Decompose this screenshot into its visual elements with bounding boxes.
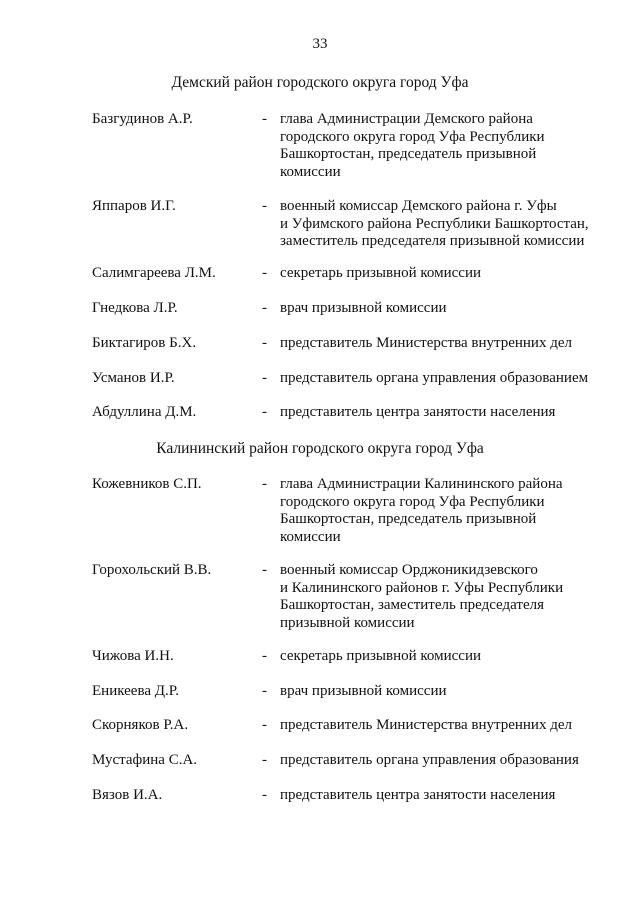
member-name: Кожевников С.П. [92,476,202,492]
member-name: Вязов И.А. [92,787,163,803]
entry-dash: - [262,562,267,578]
member-name: Мустафина С.А. [92,752,198,768]
entry-dash: - [262,370,267,386]
section-title: Демский район городского округа город Уфа [171,74,469,91]
member-name: Биктагиров Б.Х. [92,335,197,351]
member-name: Базгудинов А.Р. [92,111,193,127]
member-role: военный комиссар Орджоникидзевского и Калининского районов г. Уфы Республики Башкортостан, заместитель председателя призывной комиссии [280,562,564,631]
member-name: Горохольский В.В. [92,562,212,578]
member-name: Гнедкова Л.Р. [92,300,178,316]
member-role: представитель органа управления образования [280,752,579,768]
member-role: представитель органа управления образованием [280,370,589,386]
member-role: глава Администрации Демского района городского округа город Уфа Республики Башкортостан, председатель призывной комиссии [280,111,545,180]
member-name: Скорняков Р.А. [92,717,189,733]
entry-dash: - [262,476,267,492]
member-role: военный комиссар Демского района г. Уфы и Уфимского района Республики Башкортостан, заместитель председателя призывной комиссии [280,198,589,249]
entry-dash: - [262,404,267,420]
entry-dash: - [262,265,267,281]
entry-dash: - [262,111,267,127]
member-name: Салимгареева Л.М. [92,265,216,281]
entry-dash: - [262,198,267,214]
entry-dash: - [262,752,267,768]
member-role: глава Администрации Калининского района городского округа город Уфа Республики Башкортостан, председатель призывной комиссии [280,476,563,545]
member-name: Абдуллина Д.М. [92,404,197,420]
entry-dash: - [262,648,267,664]
member-role: врач призывной комиссии [280,300,447,316]
member-name: Яппаров И.Г. [92,198,176,214]
member-name: Еникеева Д.Р. [92,683,179,699]
member-role: секретарь призывной комиссии [280,265,482,281]
entry-dash: - [262,335,267,351]
page-number: 33 [312,36,328,52]
member-role: секретарь призывной комиссии [280,648,482,664]
member-role: представитель Министерства внутренних дел [280,335,572,351]
entry-dash: - [262,300,267,316]
member-role: представитель центра занятости населения [280,787,556,803]
section-title: Калининский район городского округа город Уфа [156,440,484,457]
member-name: Чижова И.Н. [92,648,174,664]
member-name: Усманов И.Р. [92,370,175,386]
member-role: представитель центра занятости населения [280,404,556,420]
member-role: врач призывной комиссии [280,683,447,699]
entry-dash: - [262,787,267,803]
entry-dash: - [262,717,267,733]
member-role: представитель Министерства внутренних дел [280,717,572,733]
entry-dash: - [262,683,267,699]
